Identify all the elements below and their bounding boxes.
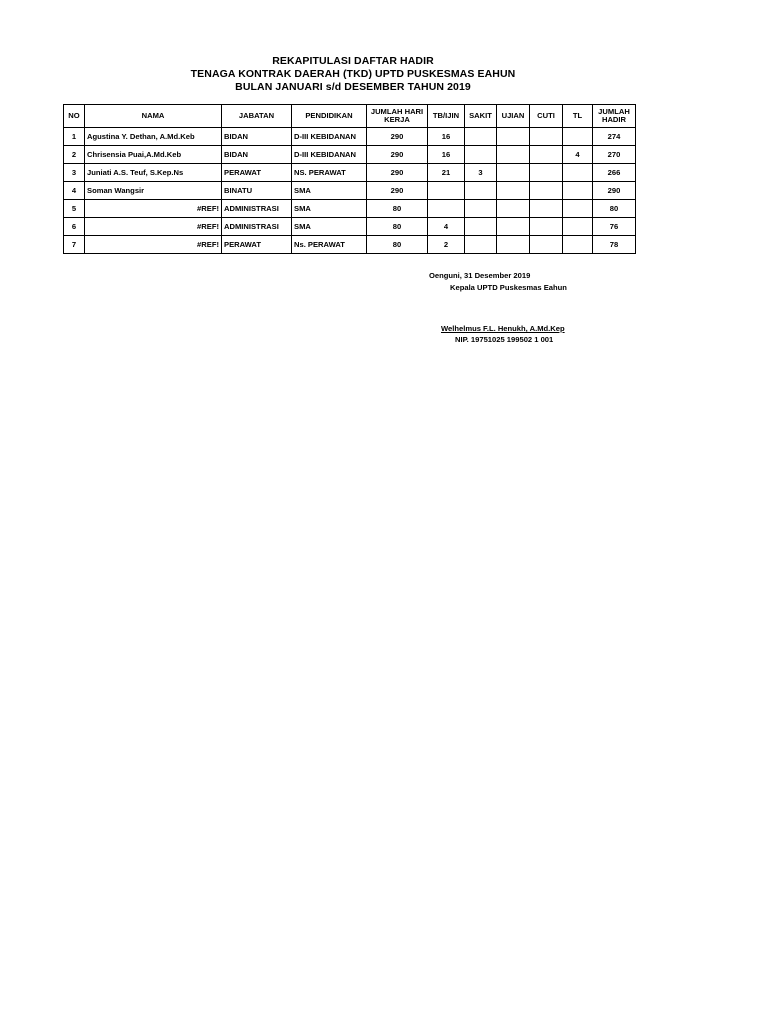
cell-jumlah-hari-kerja: 80 (367, 236, 428, 254)
cell-tb-ijin: 2 (428, 236, 465, 254)
cell-pendidikan: SMA (292, 182, 367, 200)
cell-pendidikan: SMA (292, 218, 367, 236)
title-line-3: BULAN JANUARI s/d DESEMBER TAHUN 2019 (235, 81, 471, 93)
cell-ujian (497, 218, 530, 236)
table-header-row (64, 105, 636, 128)
cell-jumlah-hari-kerja: 80 (367, 200, 428, 218)
cell-sakit: 3 (465, 164, 497, 182)
cell-nama: Soman Wangsir (85, 182, 222, 200)
cell-cuti (530, 236, 563, 254)
cell-cuti (530, 164, 563, 182)
cell-tl: 4 (563, 146, 593, 164)
table-row (64, 128, 636, 146)
cell-jumlah-hari-kerja: 290 (367, 146, 428, 164)
table-row (64, 236, 636, 254)
cell-jumlah-hari-kerja: 290 (367, 164, 428, 182)
cell-sakit (465, 236, 497, 254)
col-header-jumlah-hari-kerja: JUMLAH HARI KERJA (367, 105, 428, 128)
cell-pendidikan: Ns. PERAWAT (292, 236, 367, 254)
title-line-1: REKAPITULASI DAFTAR HADIR (272, 55, 434, 67)
cell-tl (563, 200, 593, 218)
cell-nama: Juniati A.S. Teuf, S.Kep.Ns (85, 164, 222, 182)
table-row (64, 164, 636, 182)
cell-ujian (497, 164, 530, 182)
cell-jabatan: ADMINISTRASI (222, 200, 292, 218)
cell-tl (563, 182, 593, 200)
cell-no: 4 (64, 182, 85, 200)
col-header-tb-ijin: TB/IJIN (428, 105, 465, 128)
cell-sakit (465, 128, 497, 146)
cell-nama: Chrisensia Puai,A.Md.Keb (85, 146, 222, 164)
attendance-table (63, 104, 636, 254)
cell-sakit (465, 182, 497, 200)
cell-no: 7 (64, 236, 85, 254)
cell-jumlah-hari-kerja: 290 (367, 128, 428, 146)
cell-jabatan: BIDAN (222, 146, 292, 164)
cell-jabatan: ADMINISTRASI (222, 218, 292, 236)
cell-jabatan: BINATU (222, 182, 292, 200)
cell-ujian (497, 236, 530, 254)
cell-ujian (497, 128, 530, 146)
cell-nama: Agustina Y. Dethan, A.Md.Keb (85, 128, 222, 146)
cell-sakit (465, 200, 497, 218)
cell-no: 2 (64, 146, 85, 164)
cell-no: 1 (64, 128, 85, 146)
cell-pendidikan: SMA (292, 200, 367, 218)
cell-jumlah-hadir: 76 (593, 218, 636, 236)
cell-cuti (530, 200, 563, 218)
cell-tb-ijin: 4 (428, 218, 465, 236)
cell-nama: #REF! (85, 218, 222, 236)
table-row (64, 146, 636, 164)
signature-name: Welhelmus F.L. Henukh, A.Md.Kep (441, 324, 565, 333)
table-row (64, 182, 636, 200)
cell-tl (563, 164, 593, 182)
cell-sakit (465, 146, 497, 164)
cell-jumlah-hari-kerja: 80 (367, 218, 428, 236)
cell-jumlah-hadir: 78 (593, 236, 636, 254)
cell-no: 6 (64, 218, 85, 236)
cell-jumlah-hadir: 290 (593, 182, 636, 200)
cell-tb-ijin: 16 (428, 128, 465, 146)
col-header-ujian: UJIAN (497, 105, 530, 128)
cell-tl (563, 236, 593, 254)
cell-tl (563, 128, 593, 146)
cell-jumlah-hadir: 80 (593, 200, 636, 218)
cell-pendidikan: D-III KEBIDANAN (292, 146, 367, 164)
cell-cuti (530, 218, 563, 236)
cell-jabatan: PERAWAT (222, 236, 292, 254)
cell-sakit (465, 218, 497, 236)
cell-tb-ijin: 16 (428, 146, 465, 164)
col-header-nama: NAMA (85, 105, 222, 128)
col-header-tl: TL (563, 105, 593, 128)
cell-jumlah-hadir: 274 (593, 128, 636, 146)
cell-nama: #REF! (85, 236, 222, 254)
signature-position: Kepala UPTD Puskesmas Eahun (450, 283, 567, 292)
cell-cuti (530, 182, 563, 200)
title-line-2: TENAGA KONTRAK DAERAH (TKD) UPTD PUSKESMAS EAHUN (190, 68, 516, 80)
cell-pendidikan: D-III KEBIDANAN (292, 128, 367, 146)
cell-tb-ijin (428, 200, 465, 218)
col-header-jabatan: JABATAN (222, 105, 292, 128)
col-header-cuti: CUTI (530, 105, 563, 128)
cell-jabatan: PERAWAT (222, 164, 292, 182)
cell-ujian (497, 200, 530, 218)
col-header-no: NO (64, 105, 85, 128)
col-header-jumlah-hadir: JUMLAH HADIR (593, 105, 636, 128)
cell-jumlah-hadir: 266 (593, 164, 636, 182)
cell-jumlah-hadir: 270 (593, 146, 636, 164)
table-row (64, 200, 636, 218)
cell-tb-ijin: 21 (428, 164, 465, 182)
signature-nip: NIP. 19751025 199502 1 001 (455, 335, 554, 344)
document-title (0, 55, 706, 94)
col-header-pendidikan: PENDIDIKAN (292, 105, 367, 128)
cell-pendidikan: NS. PERAWAT (292, 164, 367, 182)
cell-jabatan: BIDAN (222, 128, 292, 146)
cell-no: 5 (64, 200, 85, 218)
cell-cuti (530, 128, 563, 146)
table-row (64, 218, 636, 236)
cell-ujian (497, 146, 530, 164)
cell-tb-ijin (428, 182, 465, 200)
cell-jumlah-hari-kerja: 290 (367, 182, 428, 200)
col-header-sakit: SAKIT (465, 105, 497, 128)
signature-place-date: Oenguni, 31 Desember 2019 (429, 271, 531, 280)
cell-tl (563, 218, 593, 236)
cell-cuti (530, 146, 563, 164)
cell-no: 3 (64, 164, 85, 182)
cell-ujian (497, 182, 530, 200)
cell-nama: #REF! (85, 200, 222, 218)
